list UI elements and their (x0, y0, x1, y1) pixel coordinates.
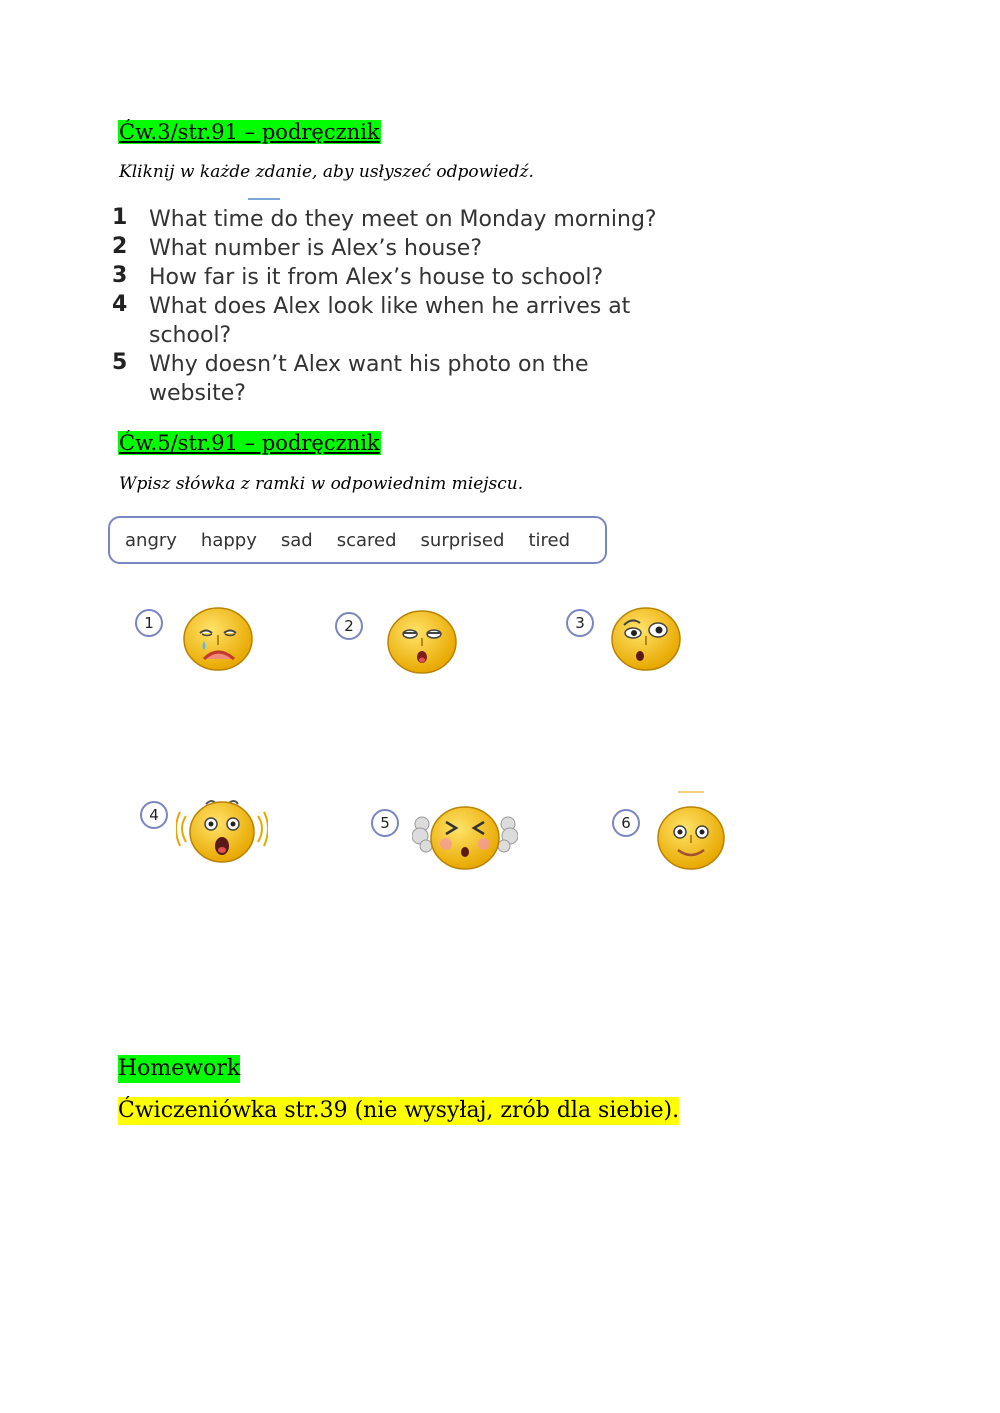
question-text[interactable]: What time do they meet on Monday morning? (149, 207, 657, 232)
word-tired: tired (528, 529, 571, 551)
word-happy: happy (200, 529, 257, 551)
question-number: 1 (112, 205, 128, 230)
question-list (112, 205, 712, 415)
section2-heading: Ćw.5/str.91 – podręcznik (119, 431, 380, 455)
angry-face-icon (412, 802, 518, 872)
word-box (108, 516, 607, 564)
section2-instruction: Wpisz słówka z ramki w odpowiednim miejscu. (119, 474, 524, 494)
face-number: 5 (371, 809, 399, 837)
sad-face-icon (180, 603, 256, 673)
word-sad: sad (280, 529, 313, 551)
section1-instruction: Kliknij w każde zdanie, aby usłyszeć odpowiedź. (119, 162, 534, 182)
question-number: 2 (112, 234, 128, 259)
decorative-dash (248, 198, 280, 200)
question-number: 5 (112, 350, 128, 375)
question-text[interactable]: What does Alex look like when he arrives at school? (149, 294, 631, 348)
face-number: 4 (140, 801, 168, 829)
question-text[interactable]: What number is Alex’s house? (149, 236, 483, 261)
surprised-face-icon (608, 603, 684, 673)
question-item[interactable] (112, 350, 639, 408)
homework-text: Ćwiczeniówka str.39 (nie wysyłaj, zrób dla siebie). (118, 1098, 680, 1123)
word-angry: angry (125, 529, 177, 551)
homework-heading: Homework (118, 1056, 241, 1081)
happy-face-icon (654, 790, 728, 872)
scared-face-icon (176, 796, 268, 866)
word-scared: scared (336, 529, 397, 551)
face-number: 2 (335, 612, 363, 640)
question-item[interactable] (112, 205, 709, 234)
question-number: 4 (112, 292, 128, 317)
face-number: 6 (612, 809, 640, 837)
question-number: 3 (112, 263, 128, 288)
question-item[interactable] (112, 263, 709, 292)
word-surprised: surprised (420, 529, 505, 551)
question-text[interactable]: How far is it from Alex’s house to school? (149, 265, 604, 290)
face-number: 1 (135, 609, 163, 637)
question-text[interactable]: Why doesn’t Alex want his photo on the website? (149, 352, 589, 406)
face-number: 3 (566, 609, 594, 637)
question-item[interactable] (112, 292, 669, 350)
section1-heading: Ćw.3/str.91 – podręcznik (119, 120, 380, 144)
tired-face-icon (384, 606, 460, 676)
question-item[interactable] (112, 234, 709, 263)
